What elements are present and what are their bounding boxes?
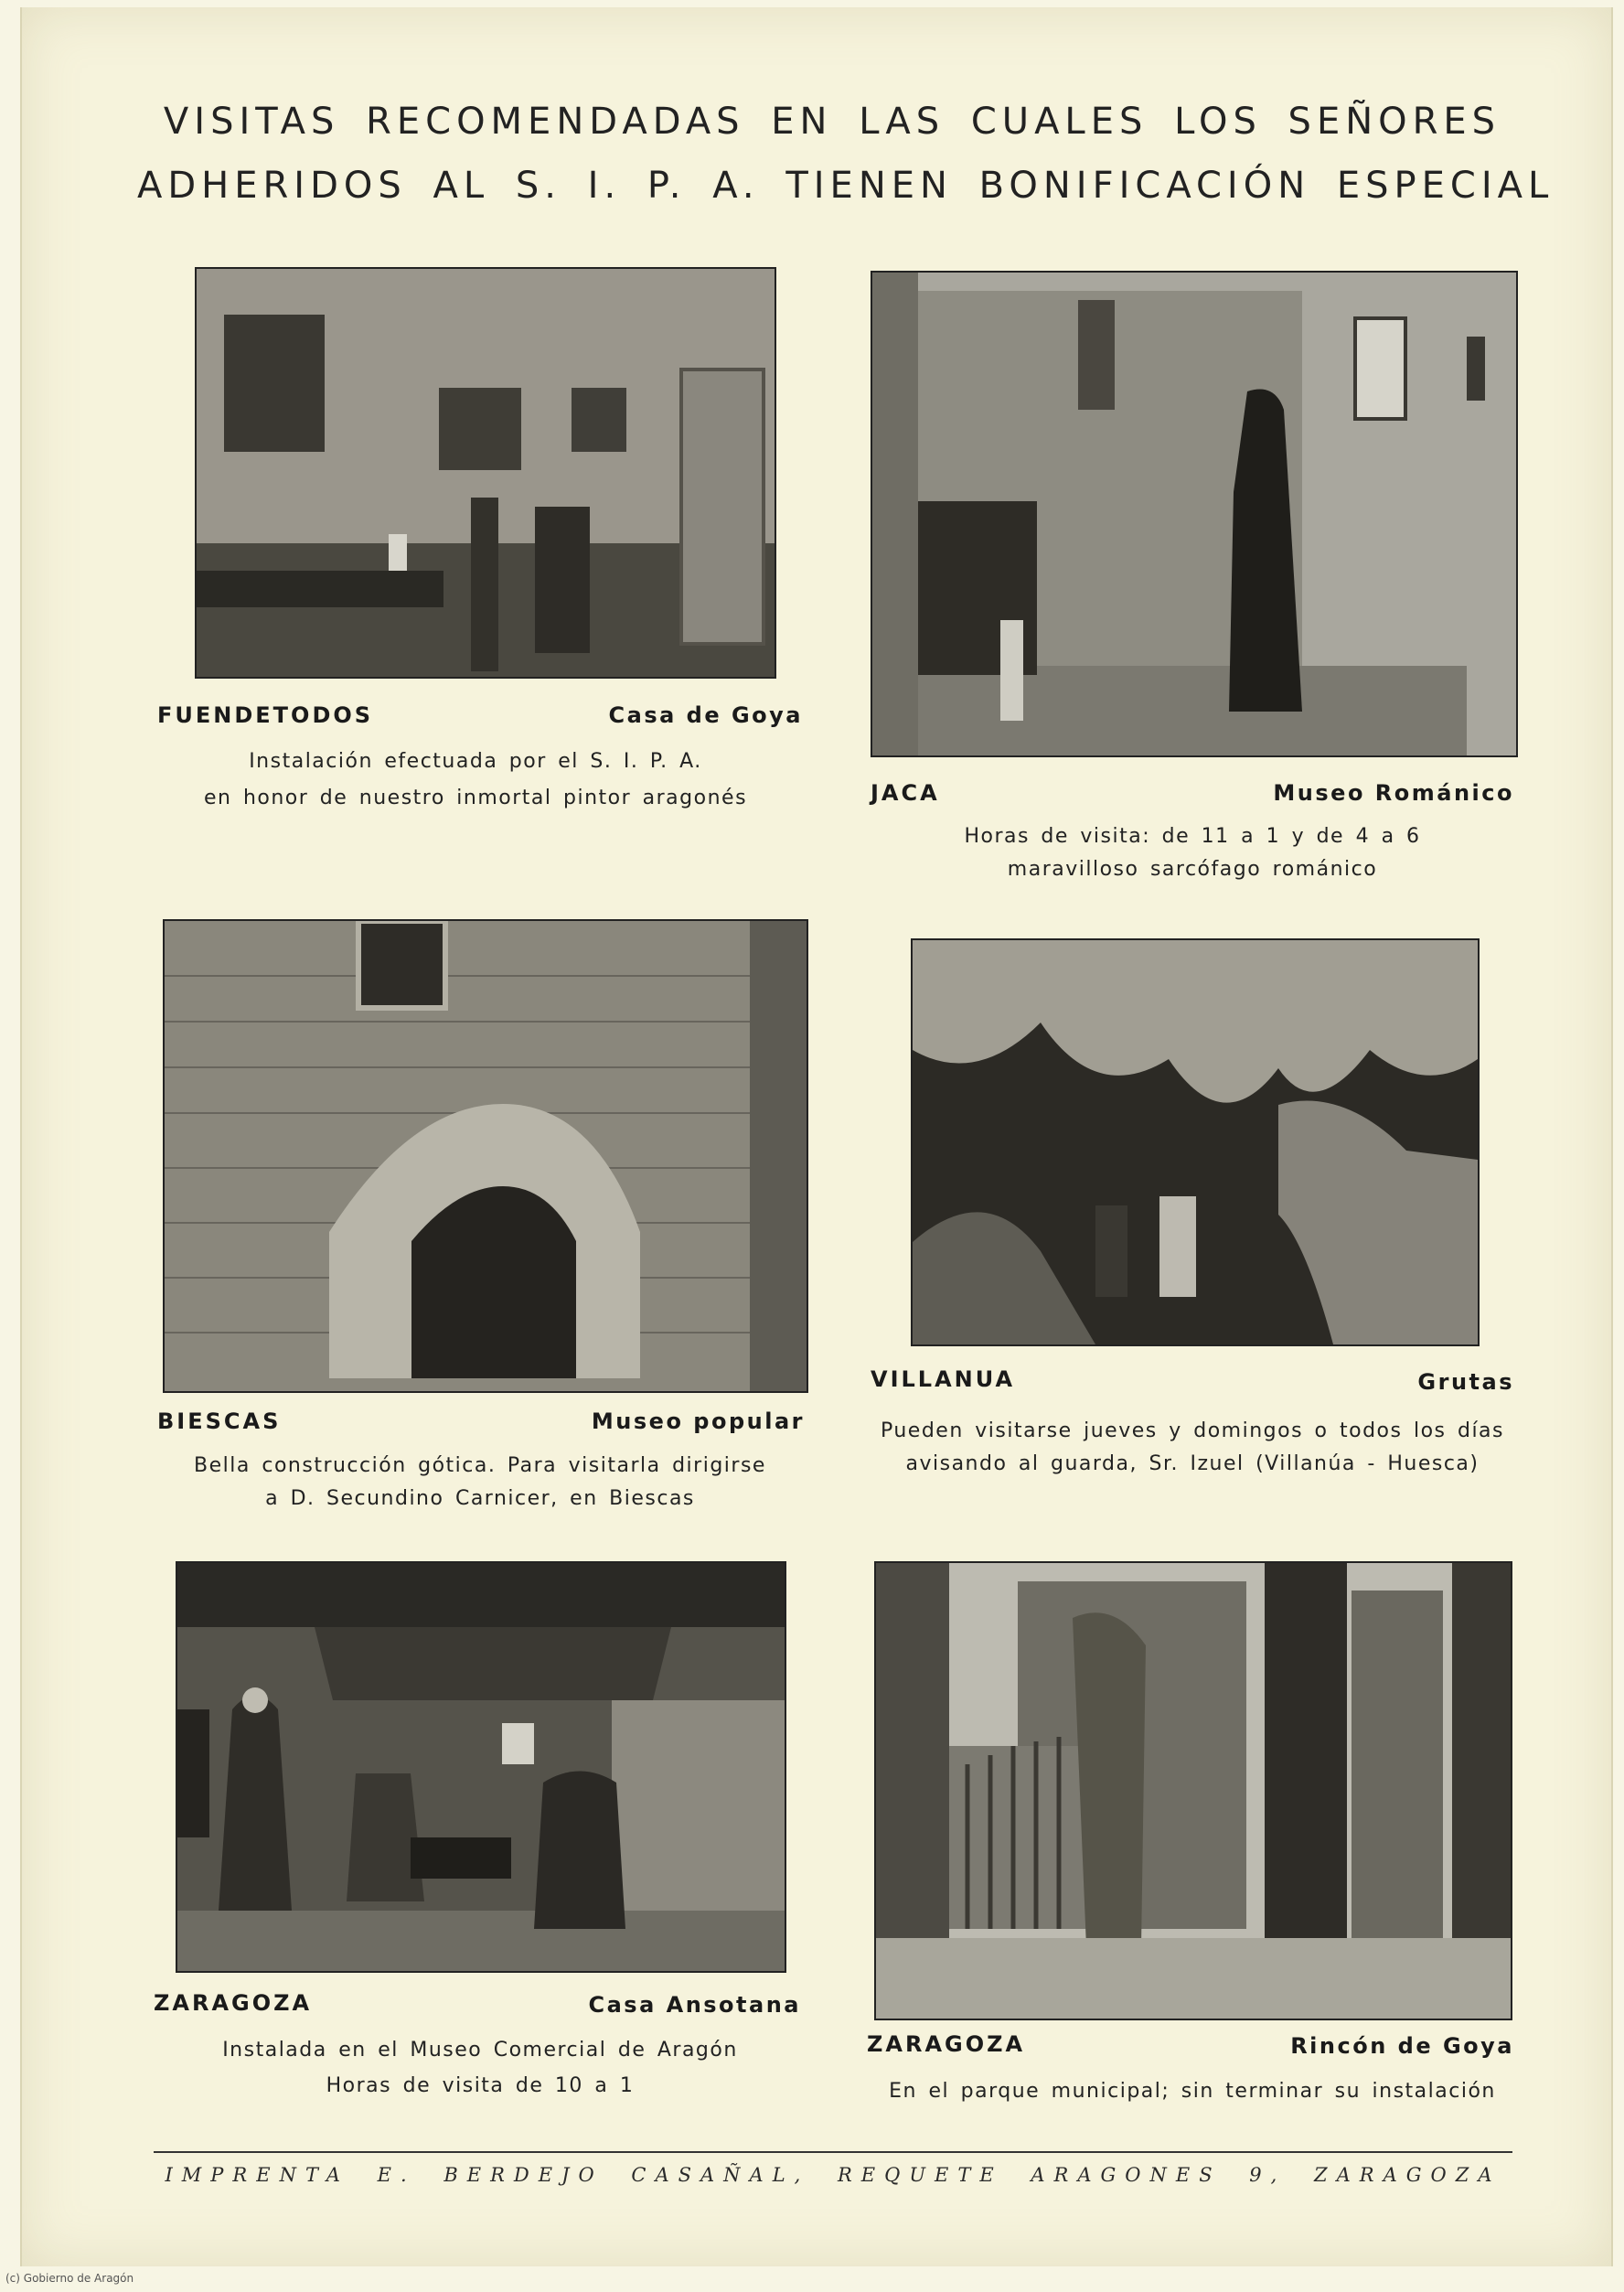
site-rincon-de-goya: Rincón de Goya [1290,2033,1514,2059]
headline-line-2: ADHERIDOS AL S. I. P. A. TIENEN BONIFICACIÓN ESPECIAL [137,165,1555,207]
caption-villanua-2: avisando al guarda, Sr. Izuel (Villanúa - Huesca) [905,1452,1480,1475]
site-casa-de-goya: Casa de Goya [608,702,803,728]
caption-jaca-1: Horas de visita: de 11 a 1 y de 4 a 6 [964,825,1421,848]
caption-fuendetodos-1: Instalación efectuada por el S. I. P. A. [249,750,702,773]
place-villanua: VILLANUA [871,1366,1016,1392]
caption-casa-ansotana-2: Horas de visita de 10 a 1 [326,2074,635,2097]
caption-villanua-1: Pueden visitarse jueves y domingos o todos los días [880,1419,1504,1442]
headline-line-1: VISITAS RECOMENDADAS EN LAS CUALES LOS SEÑORES [163,101,1501,143]
photo-casa-de-goya [195,267,776,679]
printer-imprint: IMPRENTA E. BERDEJO CASAÑAL, REQUETE ARAGONES 9, ZARAGOZA [165,2164,1501,2186]
caption-jaca-2: maravilloso sarcófago románico [1007,858,1378,881]
place-biescas: BIESCAS [157,1408,282,1434]
caption-biescas-1: Bella construcción gótica. Para visitarla dirigirse [194,1454,766,1477]
site-grutas: Grutas [1417,1369,1514,1395]
photo-grutas [911,938,1480,1346]
photo-rincon-de-goya [874,1561,1512,2020]
photo-museo-popular [163,919,808,1393]
copyright-credit: (c) Gobierno de Aragón [5,2272,134,2285]
place-zaragoza-casa-ansotana: ZARAGOZA [154,1990,313,2016]
caption-biescas-2: a D. Secundino Carnicer, en Biescas [265,1487,695,1510]
photo-casa-ansotana [176,1561,786,1973]
site-museo-romanico: Museo Románico [1273,780,1514,806]
caption-casa-ansotana-1: Instalada en el Museo Comercial de Aragón [222,2039,738,2062]
site-casa-ansotana: Casa Ansotana [588,1992,801,2018]
place-jaca: JACA [871,780,940,806]
caption-fuendetodos-2: en honor de nuestro inmortal pintor aragonés [203,787,748,809]
place-zaragoza-rincon-de-goya: ZARAGOZA [867,2031,1026,2057]
site-museo-popular: Museo popular [591,1408,805,1434]
footer-rule [154,2151,1512,2153]
caption-rincon-de-goya-1: En el parque municipal; sin terminar su instalación [889,2080,1496,2103]
photo-museo-romanico [871,271,1518,757]
place-fuendetodos: FUENDETODOS [157,702,374,728]
